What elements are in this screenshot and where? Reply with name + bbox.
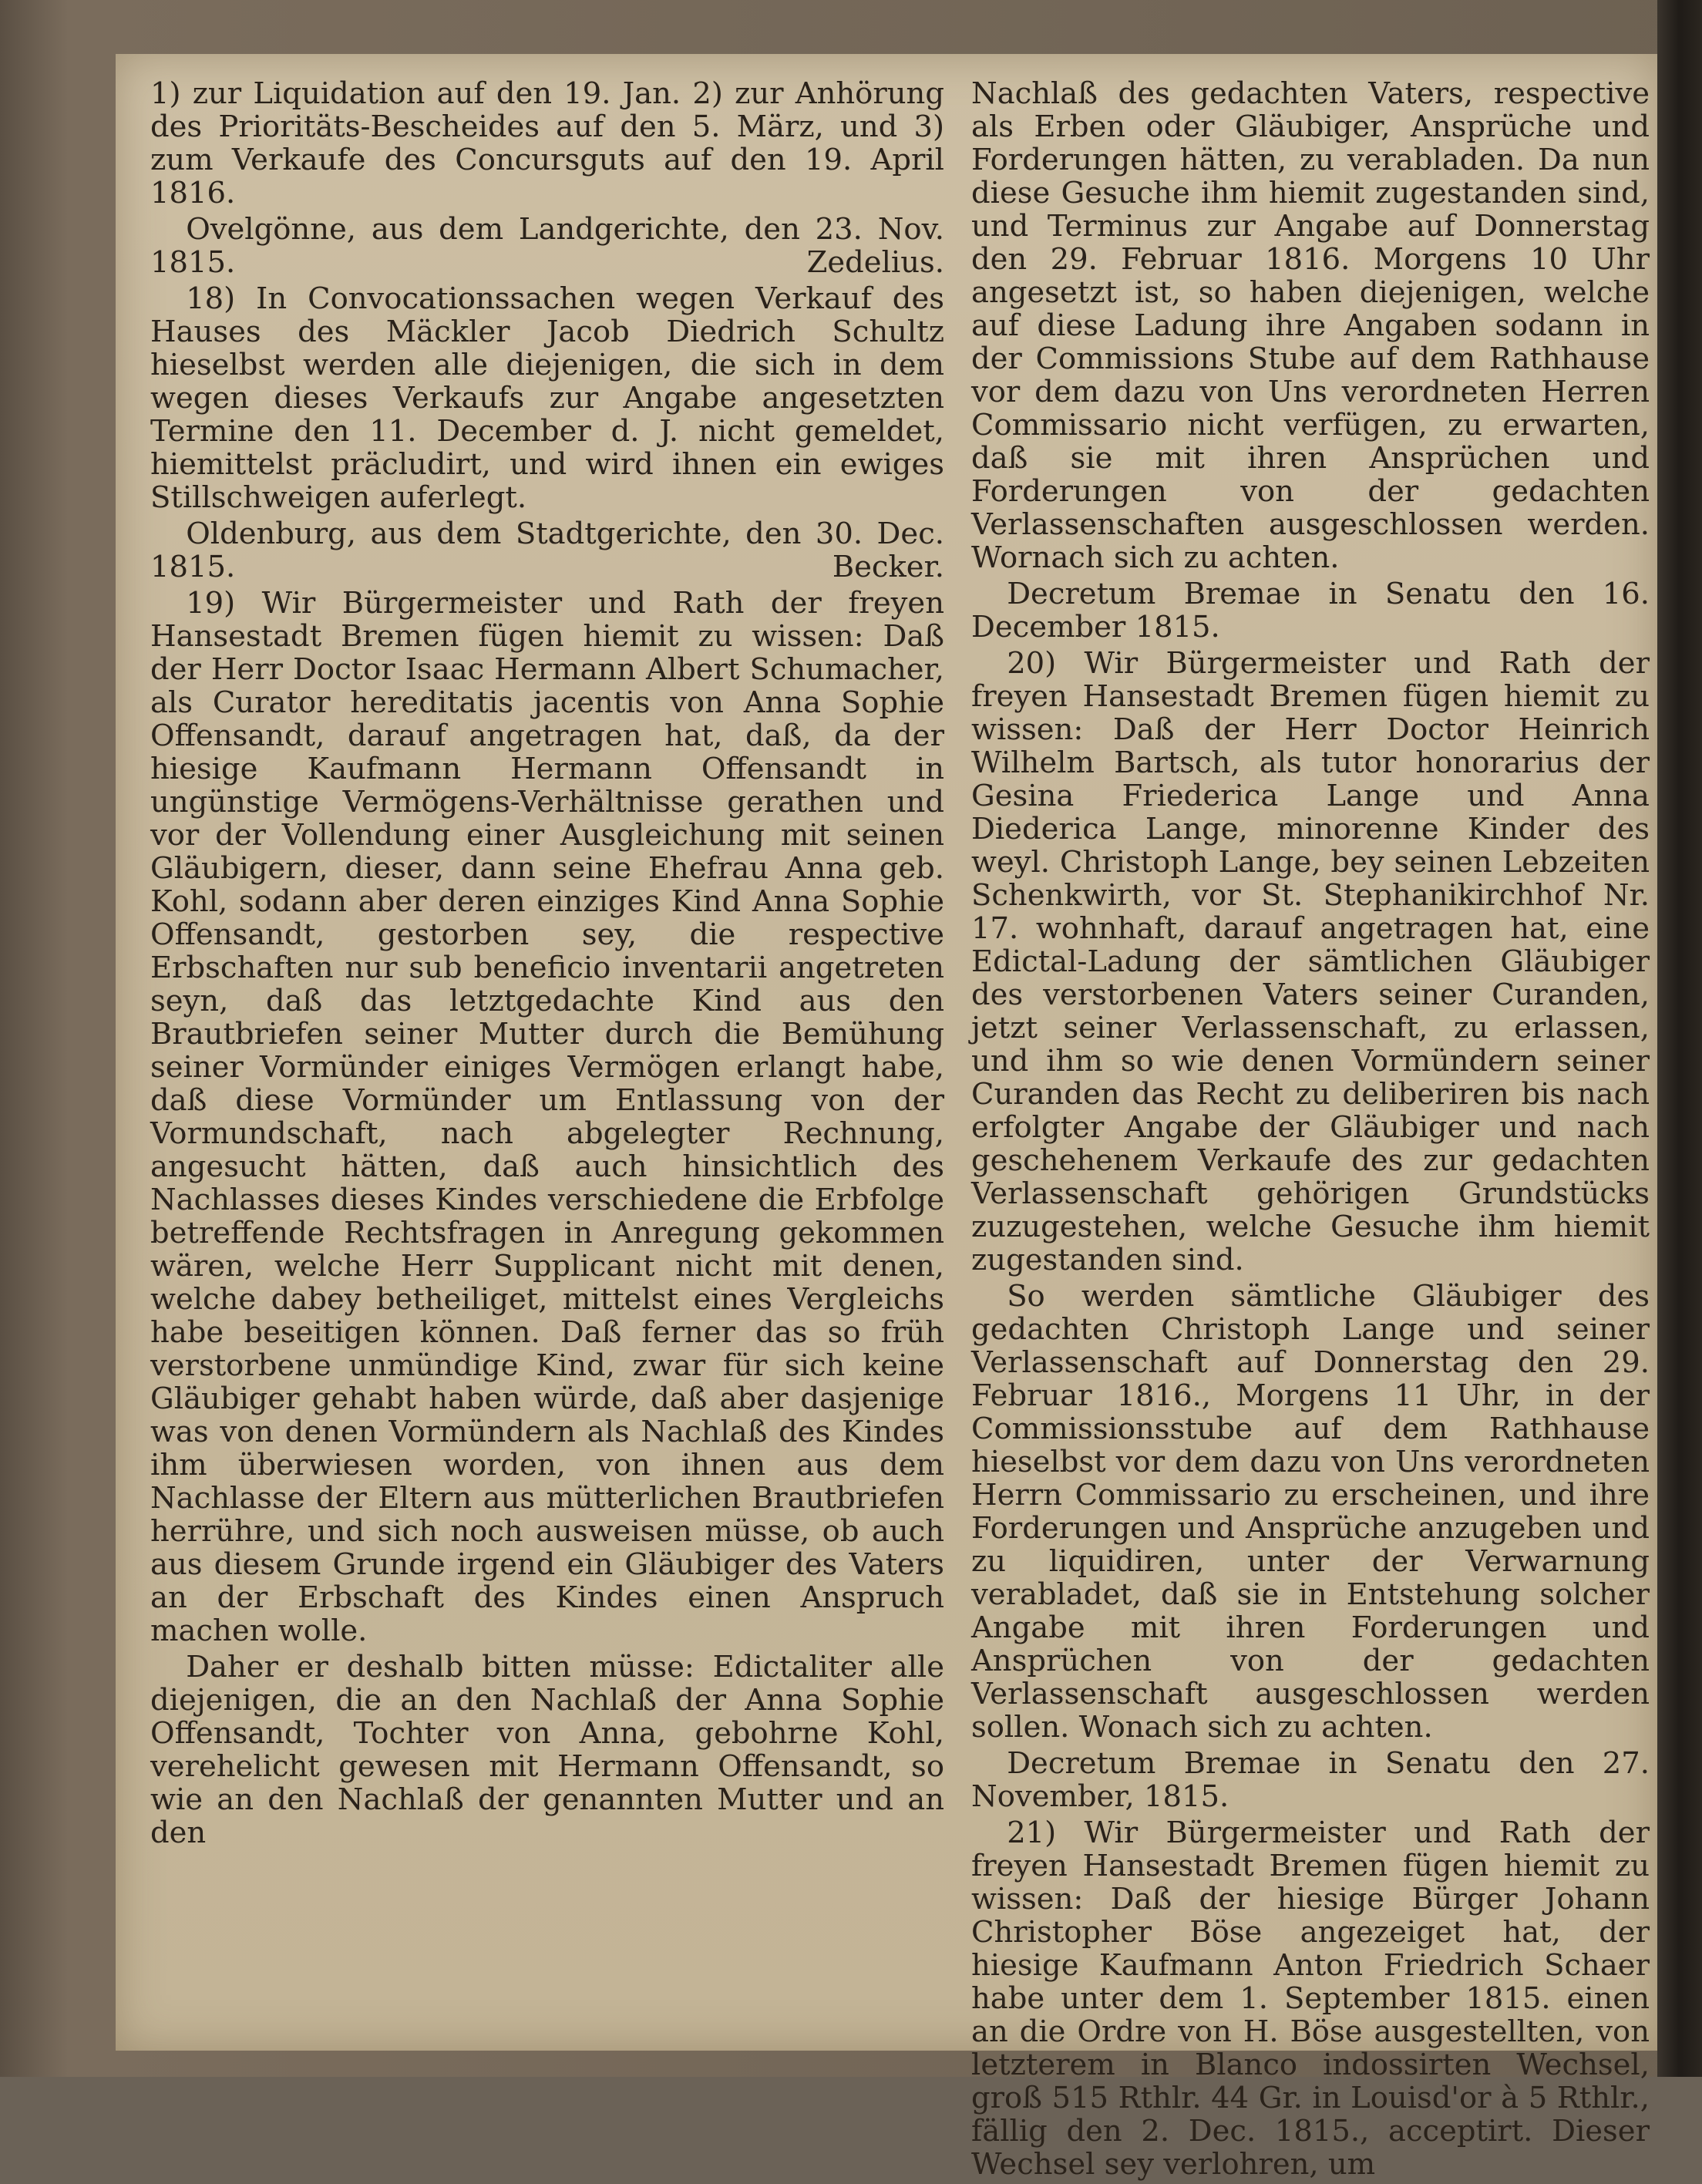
paragraph [150, 213, 944, 279]
paragraph: 1) zur Liquidation auf den 19. Jan. 2) zur Anhörung des Prioritäts-Bescheides auf den 5. März, und 3) zum Verkaufe des Concursguts auf den 19. April 1816. [150, 76, 944, 210]
right-column [971, 77, 1650, 2184]
signature: Becker. [832, 550, 944, 584]
left-column [150, 77, 944, 1853]
place-date: Oldenburg, aus dem Stadtgerichte, den 30. Dec. 1815. [150, 517, 944, 584]
paragraph: So werden sämtliche Gläubiger des gedachten Christoph Lange und seiner Verlassenschaft auf Donnerstag den 29. Februar 1816., Morgens 11 Uhr, in der Commissionsstube auf dem Rathhause hieselbst vor dem dazu von Uns verordneten Herrn Commissario zu erscheinen, und ihre Forderungen und Ansprüche anzugeben und zu liquidiren, unter der Verwarnung verabladet, daß sie in Entstehung solcher Angabe mit ihren Forderungen und Ansprüchen von der gedachten Verlassenschaft ausgeschlossen werden sollen. Wonach sich zu achten. [971, 1279, 1650, 1745]
paragraph: 21) Wir Bürgermeister und Rath der freyen Hansestadt Bremen fügen hiemit zu wissen: Daß der hiesige Bürger Johann Christopher Böse angezeiget hat, der hiesige Kaufmann Anton Friedrich Schaer habe unter dem 1. September 1815. einen an die Ordre von H. Böse ausgestellten, von letzterem in Blanco indossirten Wechsel, groß 515 Rthlr. 44 Gr. in Louisd'or à 5 Rthlr., fällig den 2. Dec. 1815., acceptirt. Dieser Wechsel sey verlohren, um [971, 1816, 1650, 2182]
paragraph: Nachlaß des gedachten Vaters, respective als Erben oder Gläubiger, Ansprüche und Forderungen hätten, zu verabladen. Da nun diese Gesuche ihm hiemit zugestanden sind, und Terminus zur Angabe auf Donnerstag den 29. Februar 1816. Morgens 10 Uhr angesetzt ist, so haben diejenigen, welche auf diese Ladung ihre Angaben sodann in der Commissions Stube auf dem Rathhause vor dem dazu von Uns verordneten Herren Commissario nicht verfügen, zu erwarten, daß sie mit ihren Ansprüchen und Forderungen von der gedachten Verlassenschaften ausgeschlossen werden. Wornach sich zu achten. [971, 76, 1650, 575]
paragraph: 18) In Convocationssachen wegen Verkauf des Hauses des Mäckler Jacob Diedrich Schultz hieselbst werden alle diejenigen, die sich in dem wegen dieses Verkaufs zur Angabe angesetzten Termine den 11. December d. J. nicht gemeldet, hiemittelst präcludirt, und wird ihnen ein ewiges Stillschweigen auferlegt. [150, 281, 944, 515]
paragraph: Decretum Bremae in Senatu den 16. December 1815. [971, 577, 1650, 644]
binding-edge [1657, 0, 1702, 2077]
place-date: Ovelgönne, aus dem Landgerichte, den 23. Nov. 1815. [150, 212, 944, 280]
paragraph: Daher er deshalb bitten müsse: Edictaliter alle diejenigen, die an den Nachlaß der Anna Sophie Offensandt, Tochter von Anna, gebohrne Kohl, verehelicht gewesen mit Hermann Offensandt, so wie an den Nachlaß der genannten Mutter und an den [150, 1650, 944, 1850]
signature: Zedelius. [806, 245, 944, 280]
paragraph: 20) Wir Bürgermeister und Rath der freyen Hansestadt Bremen fügen hiemit zu wissen: Daß der Herr Doctor Heinrich Wilhelm Bartsch, als tutor honorarius der Gesina Friederica Lange und Anna Diederica Lange, minorenne Kinder des weyl. Christoph Lange, bey seinen Lebzeiten Schenkwirth, vor St. Stephanikirchhof Nr. 17. wohnhaft, darauf angetragen hat, eine Edictal-Ladung der sämtlichen Gläubiger des verstorbenen Vaters seiner Curanden, jetzt seiner Verlassenschaft, zu erlassen, und ihm so wie denen Vormündern seiner Curanden das Recht zu deliberiren bis nach erfolgter Angabe der Gläubiger und nach geschehenem Verkaufe des zur gedachten Verlassenschaft gehörigen Grundstücks zuzugestehen, welche Gesuche ihm hiemit zugestanden sind. [971, 646, 1650, 1277]
paragraph: 19) Wir Bürgermeister und Rath der freyen Hansestadt Bremen fügen hiemit zu wissen: Daß der Herr Doctor Isaac Hermann Albert Schumacher, als Curator hereditatis jacentis von Anna Sophie Offensandt, darauf angetragen hat, daß, da der hiesige Kaufmann Hermann Offensandt in ungünstige Vermögens-Verhältnisse gerathen und vor der Vollendung einer Ausgleichung mit seinen Gläubigern, dieser, dann seine Ehefrau Anna geb. Kohl, sodann aber deren einziges Kind Anna Sophie Offensandt, gestorben sey, die respective Erbschaften nur sub beneficio inventarii angetreten seyn, daß das letztgedachte Kind aus den Brautbriefen seiner Mutter durch die Bemühung seiner Vormünder einiges Vermögen erlangt habe, daß diese Vormünder um Entlassung von der Vormundschaft, nach abgelegter Rechnung, angesucht hätten, daß auch hinsichtlich des Nachlasses dieses Kindes verschiedene die Erbfolge betreffende Rechtsfragen in Anregung gekommen wären, welche Herr Supplicant nicht mit denen, welche dabey betheiliget, mittelst eines Vergleichs habe beseitigen können. Daß ferner das so früh verstorbene unmündige Kind, zwar für sich keine Gläubiger gehabt haben würde, daß aber dasjenige was von denen Vormündern als Nachlaß des Kindes ihm überwiesen worden, von ihnen aus dem Nachlasse der Eltern aus mütterlichen Brautbriefen herrühre, und sich noch ausweisen müsse, ob auch aus diesem Grunde irgend ein Gläubiger des Vaters an der Erbschaft des Kindes einen Anspruch machen wolle. [150, 586, 944, 1648]
paragraph [150, 517, 944, 584]
paragraph: Decretum Bremae in Senatu den 27. November, 1815. [971, 1746, 1650, 1814]
